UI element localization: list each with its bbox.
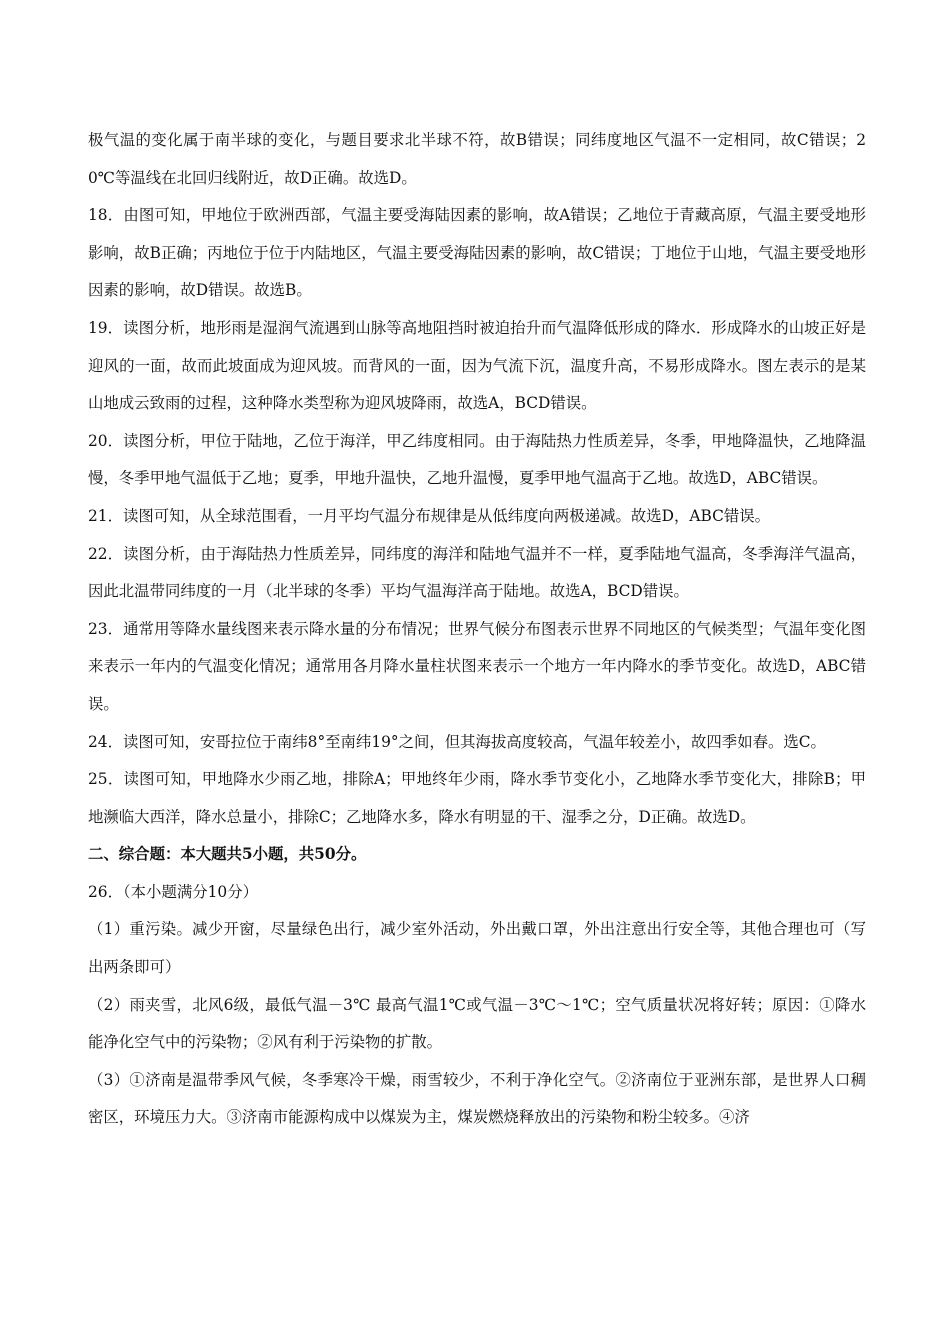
answer-26-part-3: （3）①济南是温带季风气候，冬季寒冷干燥，雨雪较少，不利于净化空气。②济南位于亚洲东部，是世界人口稠密区，环境压力大。③济南市能源构成中以煤炭为主，煤炭燃烧释放出的污染物和粉尘较多。④济 [88, 1070, 866, 1127]
paragraph-q17-continued: 极气温的变化属于南半球的变化，与题目要求北半球不符，故B错误；同纬度地区气温不一定相同，故C错误；20℃等温线在北回归线附近，故D正确。故选D。 [88, 131, 866, 187]
paragraph-q25: 25．读图可知，甲地降水少雨乙地，排除A；甲地终年少雨，降水季节变化小，乙地降水季节变化大，排除B；甲地濒临大西洋，降水总量小，排除C；乙地降水多，降水有明显的干、湿季之分，D正确。故选D。 [88, 770, 866, 826]
paragraph-q23: 23．通常用等降水量线图来表示降水量的分布情况；世界气候分布图表示世界不同地区的气候类型；气温年变化图来表示一年内的气温变化情况；通常用各月降水量柱状图来表示一个地方一年内降水的季节变化。故选D，ABC错误。 [88, 619, 866, 713]
paragraph-q21: 21．读图可知，从全球范围看，一月平均气温分布规律是从低纬度向两极递减。故选D，ABC错误。 [88, 506, 771, 525]
answer-26-part-1: （1）重污染。减少开窗，尽量绿色出行，减少室外活动，外出戴口罩，外出注意出行安全等，其他合理也可（写出两条即可） [88, 920, 866, 977]
document-page [88, 122, 866, 1137]
paragraph-q24: 24．读图可知，安哥拉位于南纬8°至南纬19°之间，但其海拔高度较高，气温年较差小，故四季如春。选C。 [88, 732, 826, 751]
paragraph-q18: 18．由图可知，甲地位于欧洲西部，气温主要受海陆因素的影响，故A错误；乙地位于青藏高原，气温主要受地形影响，故B正确；丙地位于位于内陆地区，气温主要受海陆因素的影响，故C错误；丁地位于山地，气温主要受地形因素的影响，故D错误。故选B。 [88, 206, 866, 300]
paragraph-q22: 22．读图分析，由于海陆热力性质差异，同纬度的海洋和陆地气温并不一样，夏季陆地气温高，冬季海洋气温高，因此北温带同纬度的一月（北半球的冬季）平均气温海洋高于陆地。故选A，BCD错误。 [88, 544, 866, 601]
section-heading: 二、综合题：本大题共5小题，共50分。 [88, 845, 367, 864]
answer-26-part-2: （2）雨夹雪，北风6级，最低气温－3℃ 最高气温1℃或气温－3℃～1℃；空气质量状况将好转；原因：①降水能净化空气中的污染物；②风有利于污染物的扩散。 [88, 995, 866, 1052]
paragraph-q20: 20．读图分析，甲位于陆地，乙位于海洋，甲乙纬度相同。由于海陆热力性质差异，冬季，甲地降温快，乙地降温慢，冬季甲地气温低于乙地；夏季，甲地升温快，乙地升温慢，夏季甲地气温高于乙地。故选D，ABC错误。 [88, 431, 866, 488]
paragraph-q19: 19．读图分析，地形雨是湿润气流遇到山脉等高地阻挡时被迫抬升而气温降低形成的降水．形成降水的山坡正好是迎风的一面，故而此坡面成为迎风坡。而背风的一面，因为气流下沉，温度升高，不易形成降水。图左表示的是某山地成云致雨的过程，这种降水类型称为迎风坡降雨，故选A，BCD错误。 [88, 318, 866, 413]
question-26-header: 26．（本小题满分10分） [88, 882, 258, 901]
